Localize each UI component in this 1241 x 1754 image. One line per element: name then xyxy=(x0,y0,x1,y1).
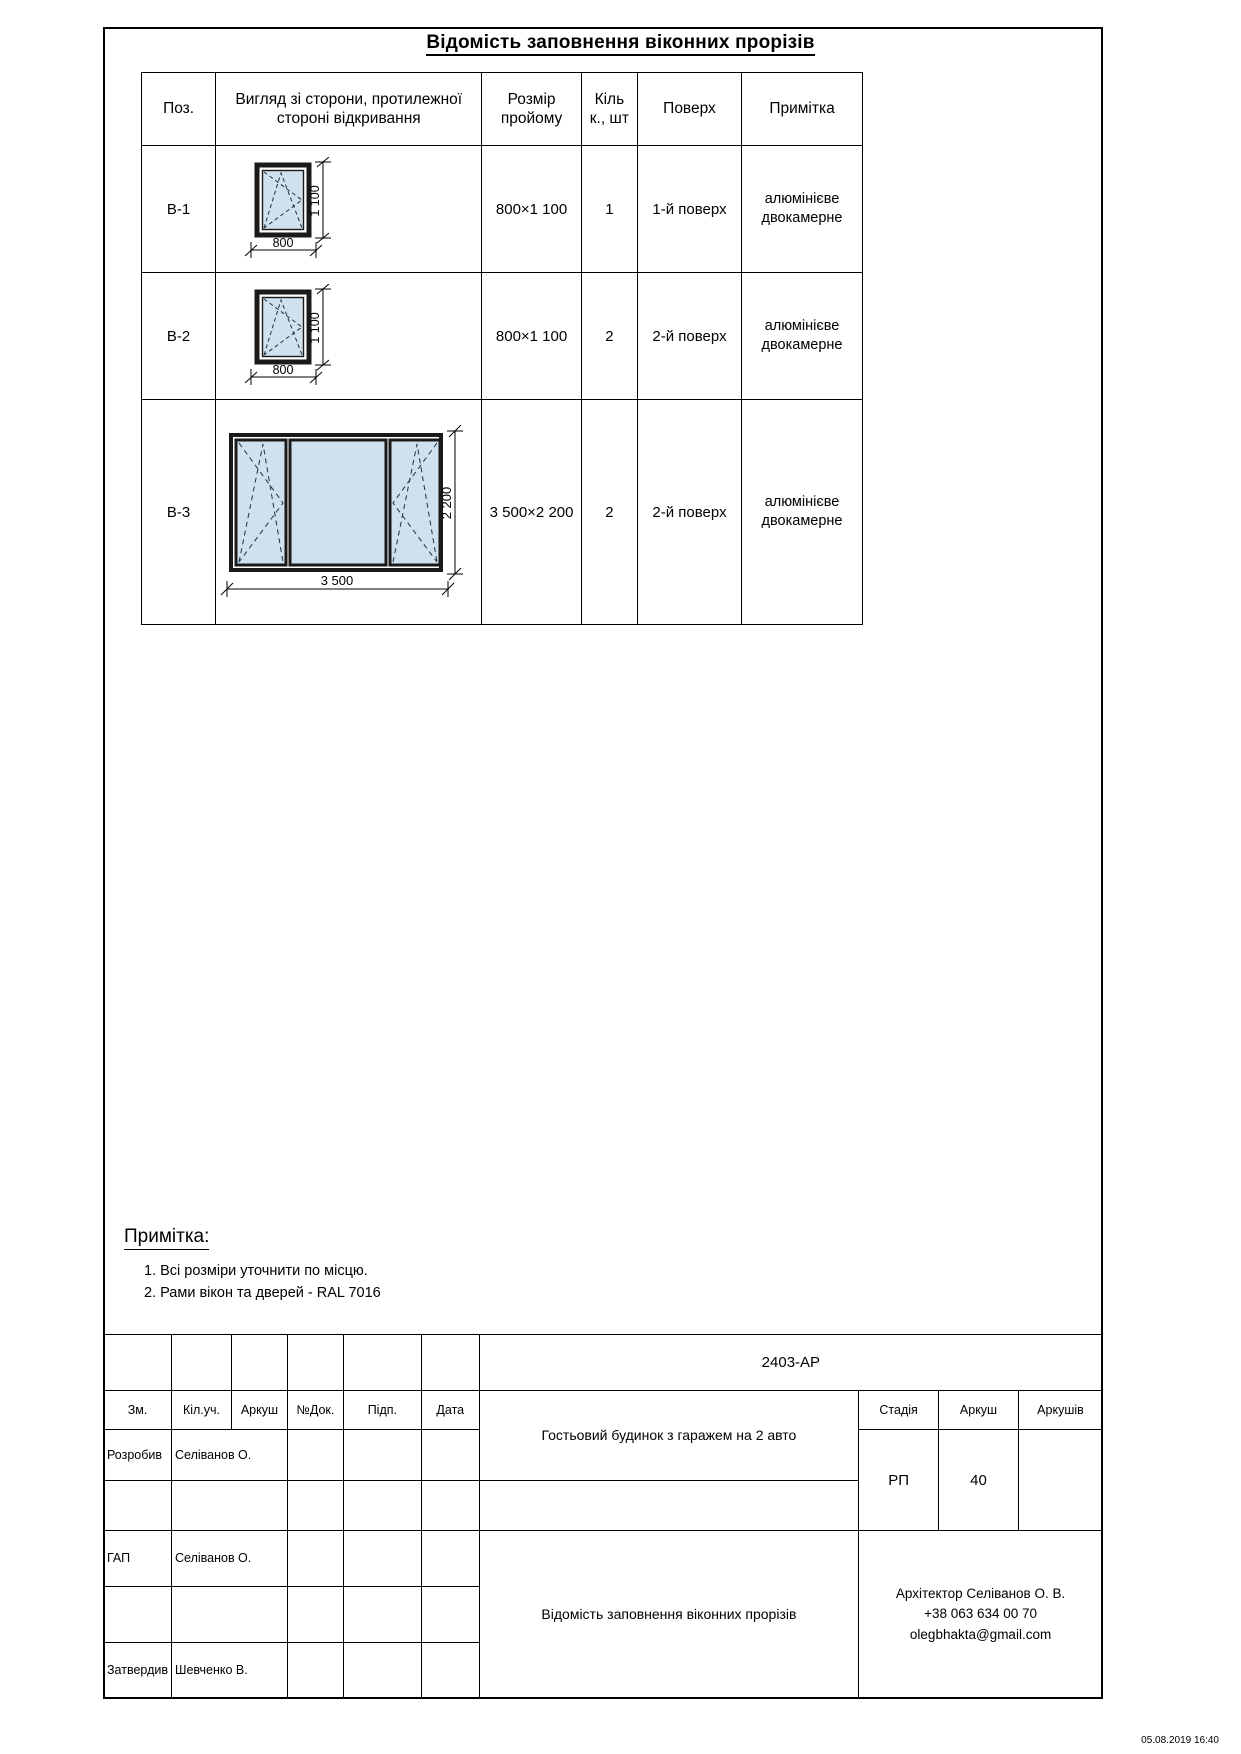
sheets-value xyxy=(1018,1430,1102,1531)
tb-empty xyxy=(421,1530,479,1586)
note-line-1: алюмінієве xyxy=(764,494,840,511)
tb-empty xyxy=(287,1335,343,1391)
note-line-2: двокамерне xyxy=(761,513,843,529)
tb-empty xyxy=(421,1335,479,1391)
col-header-date: Дата xyxy=(421,1391,479,1430)
tb-empty xyxy=(343,1530,421,1586)
cell-floor: 2-й поверх xyxy=(637,273,741,400)
timestamp: 05.08.2019 16:40 xyxy=(1141,1735,1219,1746)
tb-empty xyxy=(421,1586,479,1642)
header-qty: Кіль к., шт xyxy=(581,73,637,146)
table-row xyxy=(142,400,863,625)
tb-empty xyxy=(231,1335,287,1391)
col-header-sign: Підп. xyxy=(343,1391,421,1430)
cell-floor: 2-й поверх xyxy=(637,400,741,625)
tb-empty xyxy=(421,1430,479,1480)
architect-email: olegbhakta@gmail.com xyxy=(909,1626,1052,1642)
note-item: 2. Рами вікон та дверей - RAL 7016 xyxy=(144,1285,381,1302)
tb-empty xyxy=(172,1480,288,1530)
tb-empty xyxy=(287,1586,343,1642)
tb-empty xyxy=(343,1430,421,1480)
cell-pos: В-2 xyxy=(142,273,216,400)
tb-empty xyxy=(172,1586,288,1642)
tb-empty xyxy=(479,1480,858,1530)
role-developer: Розробив xyxy=(104,1430,172,1480)
cell-qty: 1 xyxy=(581,146,637,273)
header-note: Примітка xyxy=(742,73,863,146)
cell-size: 3 500×2 200 xyxy=(482,400,581,625)
document-code: 2403-АР xyxy=(479,1335,1102,1391)
stage-value: РП xyxy=(859,1430,939,1531)
col-header-uch: Кіл.уч. xyxy=(172,1391,232,1430)
note-line-2: двокамерне xyxy=(761,337,843,353)
tb-empty xyxy=(343,1642,421,1698)
cell-view xyxy=(216,146,482,273)
architect-name: Архітектор Селіванов О. В. xyxy=(895,1586,1066,1602)
name-developer: Селіванов О. xyxy=(172,1430,288,1480)
col-header-change: Зм. xyxy=(104,1391,172,1430)
svg-text:3 500: 3 500 xyxy=(320,573,354,588)
table-header-row xyxy=(142,73,863,146)
svg-text:2 200: 2 200 xyxy=(439,486,455,520)
col-header-sheet: Аркуш xyxy=(231,1391,287,1430)
svg-text:800: 800 xyxy=(272,363,294,377)
tb-empty xyxy=(104,1335,172,1391)
tb-empty xyxy=(421,1642,479,1698)
role-approved: Затвердив xyxy=(104,1642,172,1698)
tb-empty xyxy=(104,1480,172,1530)
col-header-docno: №Док. xyxy=(287,1391,343,1430)
stage-label: Стадія xyxy=(859,1391,939,1430)
name-approved: Шевченко В. xyxy=(172,1642,288,1698)
document-name: Відомість заповнення віконних прорізів xyxy=(479,1530,858,1698)
header-view: Вигляд зі сторони, протилежної стороні відкривання xyxy=(216,73,482,146)
notes-block xyxy=(124,1226,724,1305)
tb-empty xyxy=(421,1480,479,1530)
tb-empty xyxy=(287,1430,343,1480)
header-size: Розмір пройому xyxy=(482,73,581,146)
table-row xyxy=(142,146,863,273)
note-line-1: алюмінієве xyxy=(764,318,840,335)
window-elevation-drawing xyxy=(219,284,478,388)
cell-pos: В-3 xyxy=(142,400,216,625)
cell-pos: В-1 xyxy=(142,146,216,273)
page-title xyxy=(0,32,1241,54)
cell-size: 800×1 100 xyxy=(482,273,581,400)
note-line-2: двокамерне xyxy=(761,210,843,226)
note-item: 1. Всі розміри уточнити по місцю. xyxy=(144,1263,368,1279)
window-elevation-drawing xyxy=(219,157,478,261)
tb-empty xyxy=(287,1642,343,1698)
header-pos: Поз. xyxy=(142,73,216,146)
title-block-row-code xyxy=(104,1335,1103,1391)
svg-text:1 100: 1 100 xyxy=(308,312,323,344)
cell-view xyxy=(216,273,482,400)
tb-empty xyxy=(343,1480,421,1530)
sheets-label: Аркушів xyxy=(1018,1391,1102,1430)
cell-note xyxy=(742,273,863,400)
tb-empty xyxy=(172,1335,232,1391)
notes-title: Примітка: xyxy=(124,1226,209,1250)
note-line-1: алюмінієве xyxy=(764,191,840,208)
title-block-row-gap xyxy=(104,1530,1103,1586)
tb-empty xyxy=(343,1586,421,1642)
role-gap: ГАП xyxy=(104,1530,172,1586)
cell-view xyxy=(216,400,482,625)
sheet-value: 40 xyxy=(939,1430,1019,1531)
title-block xyxy=(103,1334,1103,1699)
title-block-header-row xyxy=(104,1391,1103,1430)
cell-qty: 2 xyxy=(581,400,637,625)
svg-text:800: 800 xyxy=(272,236,294,250)
svg-text:1 100: 1 100 xyxy=(308,185,323,217)
architect-contacts xyxy=(859,1530,1103,1698)
cell-size: 800×1 100 xyxy=(482,146,581,273)
window-elevation-drawing xyxy=(219,417,478,607)
cell-floor: 1-й поверх xyxy=(637,146,741,273)
tb-empty xyxy=(104,1586,172,1642)
object-name: Гостьовий будинок з гаражем на 2 авто xyxy=(479,1391,858,1481)
name-gap: Селіванов О. xyxy=(172,1530,288,1586)
architect-phone: +38 063 634 00 70 xyxy=(924,1606,1038,1622)
tb-empty xyxy=(287,1480,343,1530)
tb-empty xyxy=(287,1530,343,1586)
table-row xyxy=(142,273,863,400)
window-schedule-table xyxy=(141,72,863,625)
cell-note xyxy=(742,400,863,625)
sheet-label: Аркуш xyxy=(939,1391,1019,1430)
page-title-text: Відомість заповнення віконних прорізів xyxy=(426,32,814,56)
tb-empty xyxy=(343,1335,421,1391)
header-floor: Поверх xyxy=(637,73,741,146)
cell-note xyxy=(742,146,863,273)
cell-qty: 2 xyxy=(581,273,637,400)
